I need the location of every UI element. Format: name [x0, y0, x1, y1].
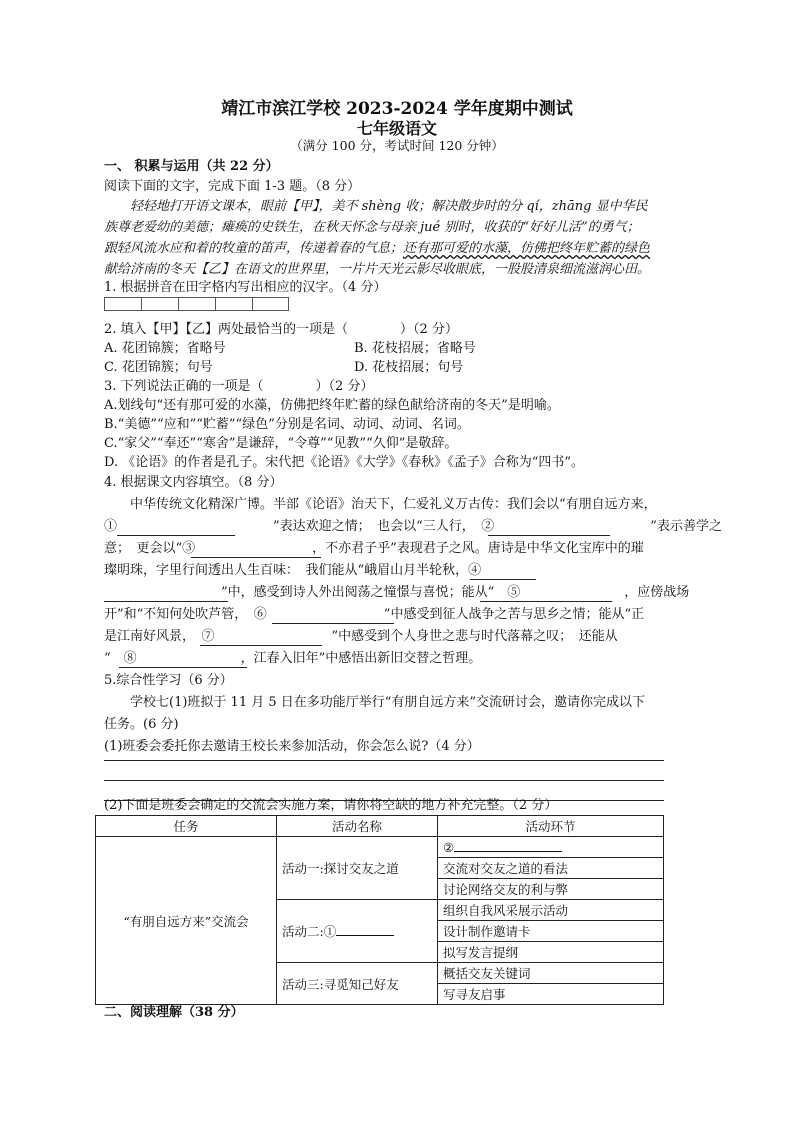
section1-intro: 阅读下面的文字，完成下面 1-3 题。（8 分）	[104, 179, 361, 194]
blank-6-line[interactable]	[272, 623, 394, 624]
q4-line-1: 中华传统文化精深广博。半部《论语》治天下，仁爱礼义万古传：我们会以“有朋自远方来，	[130, 497, 657, 512]
q2-options-row-1	[104, 340, 666, 358]
blank-5-line[interactable]	[480, 601, 612, 602]
table-header-steps: 活动环节	[438, 816, 664, 837]
table-header-row	[96, 816, 664, 837]
passage-line-4: 献给济南的冬天【乙】在语文的世界里，一片片天光云影尽收眼底，一股股清泉细流滋润心田。	[104, 262, 651, 277]
task-cell: “有朋自远方来”交流会	[96, 837, 277, 1005]
q4-line-2: ① ”表达欢迎之情； 也会以“三人行， ② ”表示善学之	[104, 519, 722, 534]
q2-option-b: B. 花枝招展；省略号	[354, 341, 476, 356]
grid-cell[interactable]	[252, 297, 289, 311]
question-3: 3. 下列说法正确的一项是（ ）（2 分）	[104, 379, 374, 394]
activity-3-name: 活动三:寻觅知己好友	[277, 963, 438, 1005]
q2-option-c: C. 花团锦簇；句号	[104, 360, 213, 375]
blank-1-line[interactable]	[117, 535, 235, 536]
q2-options-row-2	[104, 359, 666, 377]
section1-heading: 一、 积累与运用（共 22 分）	[104, 159, 279, 174]
passage-line-3	[104, 240, 666, 258]
q4-line-6: 开”和“不知何处吹芦管， ⑥ ”中感受到征人战争之苦与思乡之情；能从“正	[104, 607, 645, 622]
question-4: 4. 根据课文内容填空。（8 分）	[104, 475, 283, 490]
q3-option-b: B.“美德”“应和”“贮蓄”“绿色”分别是名词、动词、动词、名词。	[104, 417, 470, 432]
blank-3-line[interactable]	[191, 557, 321, 558]
table-row	[96, 837, 664, 858]
activity-2-label: 活动二:①	[282, 924, 337, 939]
q5-sub-1: (1)班委会委托你去邀请王校长来参加活动，你会怎么说?（4 分）	[104, 739, 480, 754]
q5-sub-2: (2)下面是班委会确定的交流会实施方案，请你将空缺的地方补充完整。（2 分）	[104, 798, 558, 813]
question-5: 5.综合性学习（6 分）	[104, 673, 233, 688]
pinyin-answer-grid[interactable]	[104, 297, 289, 311]
activity-1-name: 活动一:探讨交友之道	[277, 837, 438, 900]
exam-subject: 七年级语文	[356, 119, 437, 138]
blank-2-line[interactable]	[488, 535, 610, 536]
blank-8-line[interactable]	[119, 667, 247, 668]
grid-cell[interactable]	[141, 297, 178, 311]
activity-1-step-1[interactable]	[438, 837, 664, 858]
activity-1-step-2: 交流对交友之道的看法	[438, 858, 664, 879]
q3-option-d: D. 《论语》的作者是孔子。宋代把《论语》《大学》《春秋》《孟子》合称为“四书”。	[104, 455, 585, 470]
activity-2-step-3: 拟写发言提纲	[438, 942, 664, 963]
activity-3-step-2: 写寻友启事	[438, 984, 664, 1005]
passage-underlined-sentence: 还有那可爱的水藻，仿佛把终年贮蓄的绿色	[403, 241, 651, 256]
passage-line-1: 轻轻地打开语文课本，眼前【甲】，美不 shèng 收；解决散步时的分 qí，zhāng 显中华民	[130, 199, 648, 214]
q4-line-4: 璨明珠，字里行间透出人生百味： 我们能从“峨眉山月半轮秋，④	[104, 563, 560, 578]
step-blank[interactable]	[454, 851, 562, 852]
step-blank-label: ②	[443, 839, 455, 855]
activity-2-step-2: 设计制作邀请卡	[438, 921, 664, 942]
grid-cell[interactable]	[104, 297, 141, 311]
q4-line-3: 意； 更会以“③ ，不亦君子乎”表现君子之风。唐诗是中华文化宝库中的璀	[104, 541, 644, 556]
question-2: 2. 填入【甲】【乙】两处最恰当的一项是（ ）（2 分）	[104, 322, 458, 337]
blank-4b-line[interactable]	[104, 601, 228, 602]
q4-line-5: ”中，感受到诗人外出阅荡之憧憬与喜悦；能从“ ⑤ ，应傍战场	[104, 585, 690, 600]
passage-line-2: 族尊老爱幼的美德；瘫痪的史铁生，在秋天怀念与母亲 jué 别时，收获的“好好儿活”的勇气；	[104, 220, 640, 235]
exam-title: 靖江市滨江学校 2023-2024 学年度期中测试	[221, 99, 573, 119]
plan-table	[95, 815, 664, 1005]
q5-intro-2: 任务。(6 分)	[104, 717, 179, 732]
activity-3-step-1: 概括交友关键词	[438, 963, 664, 984]
activity-1-step-3: 讨论网络交友的利与弊	[438, 879, 664, 900]
answer-line-1[interactable]	[104, 760, 664, 761]
passage-line-3-text: 跟轻风流水应和着的牧童的笛声，传递着春的气息；	[104, 241, 404, 256]
question-1: 1. 根据拼音在田字格内写出相应的汉字。（4 分）	[104, 280, 387, 295]
q3-option-c: C.“家父”“奉还”“寒舍”是谦辞，“令尊”“见教”“久仰”是敬辞。	[104, 436, 458, 451]
q5-intro-1: 学校七(1)班拟于 11 月 5 日在多功能厅举行“有朋自远方来”交流研讨会，邀请你完成以下	[130, 695, 646, 710]
section2-heading: 二、阅读理解（38 分）	[104, 1005, 244, 1020]
activity-2-name[interactable]	[277, 900, 438, 963]
grid-cell[interactable]	[178, 297, 215, 311]
q2-option-d: D. 花枝招展；句号	[354, 360, 464, 375]
q4-line-8: “ ⑧ ，江春入旧年”中感悟出新旧交替之哲理。	[104, 651, 482, 666]
q2-option-a: A. 花团锦簇；省略号	[104, 341, 226, 356]
blank-7-line[interactable]	[200, 645, 322, 646]
grid-cell[interactable]	[215, 297, 252, 311]
answer-line-2[interactable]	[104, 780, 664, 781]
activity-2-blank[interactable]	[336, 935, 394, 936]
table-header-activity: 活动名称	[277, 816, 438, 837]
exam-note: （满分 100 分，考试时间 120 分钟）	[290, 138, 504, 153]
activity-2-step-1: 组织自我风采展示活动	[438, 900, 664, 921]
q4-line-7: 是江南好风景， ⑦ ”中感受到个人身世之悲与时代落幕之叹； 还能从	[104, 629, 618, 644]
table-header-task: 任务	[96, 816, 277, 837]
q3-option-a: A.划线句“还有那可爱的水藻，仿佛把终年贮蓄的绿色献给济南的冬天”是明喻。	[104, 398, 560, 413]
blank-4-line[interactable]	[470, 579, 536, 580]
